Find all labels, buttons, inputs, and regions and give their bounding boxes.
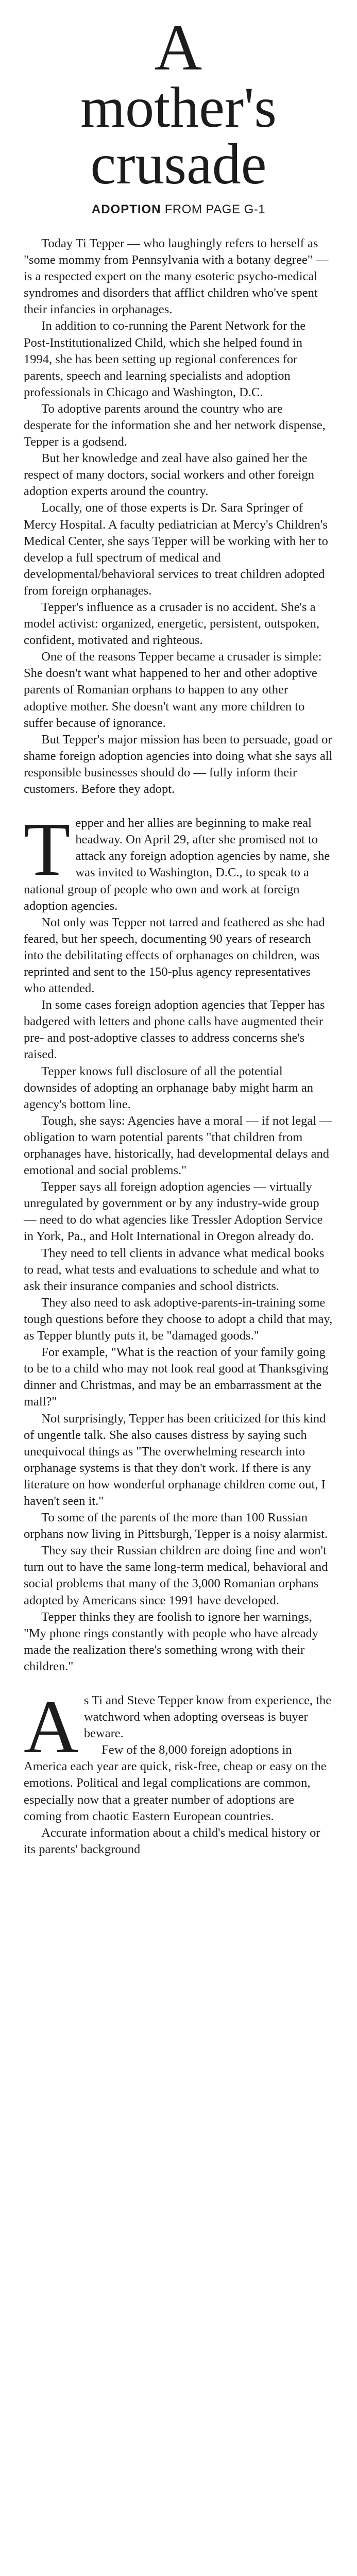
drop-cap: T [24,807,71,892]
body-paragraph: To adoptive parents around the country who are desperate for the information she and her network dispense, Tepper is a godsend. [24,401,326,449]
body-paragraph: Few of the 8,000 foreign adoptions in America each year are quick, risk-free, cheap or easy on the emotions. Political and legal complications are common, especially now that a greater number of adoptions are coming from chaotic Eastern European countries. [24,1743,327,1823]
headline-line-2: mother's [80,76,277,140]
body-paragraph: Not surprisingly, Tepper has been criticized for this kind of ungentle talk. She also causes distress by saying such unequivocal things as "The overwhelming research into orphanage systems is that they don't work. If there is any literature on how wonderful orphanage children come out, I haven't seen it." [24,1411,326,1508]
body-paragraph: In addition to co-running the Parent Network for the Post-Institutionalized Child, which she helped found in 1994, she has been setting up regional conferences for parents, speech and learning specialists and adoption professionals in Chicago and Washington, D.C. [24,319,306,399]
jump-line [24,202,333,217]
body-paragraph: They also need to ask adoptive-parents-in-training some tough questions before they choose to adopt a child that may, as Tepper bluntly puts it, be "damaged goods." [24,1295,333,1343]
body-paragraph: Today Ti Tepper — who laughingly refers to herself as "some mommy from Pennsylvania with a botany degree" — is a respected expert on the many esoteric psycho-medical syndromes and disorders that afflict children who've spent their infancies in orphanages. [24,236,329,317]
body-paragraph: Not only was Tepper not tarred and feathered as she had feared, but her speech, documenting 90 years of research into the debilitating effects of orphanages on children, was reprinted and sent to the 150-plus agency representatives who attended. [24,915,325,996]
body-paragraph: In some cases foreign adoption agencies that Tepper has badgered with letters and phone calls have augmented their pre- and post-adoptive classes to address concerns she's raised. [24,998,325,1062]
section-2-lead-paragraph [24,807,333,914]
body-paragraph: They need to tell clients in advance what medical books to read, what tests and evaluations to schedule and what to ask their insurance companies and school districts. [24,1246,325,1293]
body-paragraph: Tepper thinks they are foolish to ignore her warnings, "My phone rings constantly with people who have already made the realization there's something wrong with their children." [24,1609,319,1673]
body-paragraph: But her knowledge and zeal have also gained her the respect of many doctors, social workers and other foreign adoption experts around the country. [24,451,314,499]
body-paragraph: Tepper says all foreign adoption agencies — virtually unregulated by government or by any industry-wide group — need to do what agencies like Tressler Adoption Service in York, Pa., and Holt International in Oregon already do. [24,1180,323,1244]
headline [24,11,333,197]
section-3-lead-paragraph [24,1685,333,1769]
section-3-lead-text: s Ti and Steve Tepper know from experience, the watchword when adopting overseas is buyer beware. [83,1693,332,1741]
section-2 [24,914,333,1675]
drop-cap: A [24,1685,79,1769]
body-paragraph: Tepper's influence as a crusader is no accident. She's a model activist: organized, energetic, persistent, outspoken, confident, motivated and righteous. [24,600,320,648]
headline-line-3: crusade [90,132,267,197]
body-paragraph: But Tepper's major mission has been to persuade, goad or shame foreign adoption agencies into doing what she says all responsible businesses should do — fully inform their customers. Before they adopt. [24,732,333,796]
headline-line-1: A [154,11,203,84]
body-paragraph: Accurate information about a child's medical history or its parents' background [24,1825,320,1856]
body-paragraph: Tough, she says: Agencies have a moral — if not legal — obligation to warn potential parents "that children from orphanages have, historically, had developmental delays and emotional and social problems." [24,1113,332,1178]
jump-kicker: ADOPTION [91,202,161,216]
body-paragraph: Locally, one of those experts is Dr. Sara Springer of Mercy Hospital. A faculty pediatrician at Mercy's Children's Medical Center, she says Tepper will be working with her to develop a full spectrum of medical and developmental/behavioral services to treat children adopted from foreign orphanages. [24,501,328,598]
body-paragraph: They say their Russian children are doing fine and won't turn out to have the same long-term medical, behavioral and social problems that many of the 3,000 Romanian orphans adopted by Americans since 1991 have developed. [24,1544,328,1607]
article-body [24,235,333,1858]
body-paragraph: To some of the parents of the more than 100 Russian orphans now living in Pittsburgh, Tepper is a noisy alarmist. [24,1511,328,1541]
jump-from-page: FROM PAGE G-1 [164,202,266,216]
section-2-lead-text: epper and her allies are beginning to make real headway. On April 29, after she promised not to attack any foreign adoption agencies by name, she was invited to Washington, D.C., to speak to a national group of people who own and work at foreign adoption agencies. [24,816,330,913]
body-paragraph: One of the reasons Tepper became a crusader is simple: She doesn't want what happened to her and other adoptive parents of Romanian orphans to happen to any other adoptive mother. She doesn't want any more children to suffer because of ignorance. [24,650,322,730]
body-paragraph: For example, "What is the reaction of your family going to be to a child who may not look real good at Thanksgiving dinner and Christmas, and may be an embarrassment at the mall?" [24,1345,329,1409]
section-3 [24,1742,333,1858]
section-intro [24,235,333,798]
body-paragraph: Tepper knows full disclosure of all the potential downsides of adopting an orphanage baby might harm an agency's bottom line. [24,1064,314,1111]
